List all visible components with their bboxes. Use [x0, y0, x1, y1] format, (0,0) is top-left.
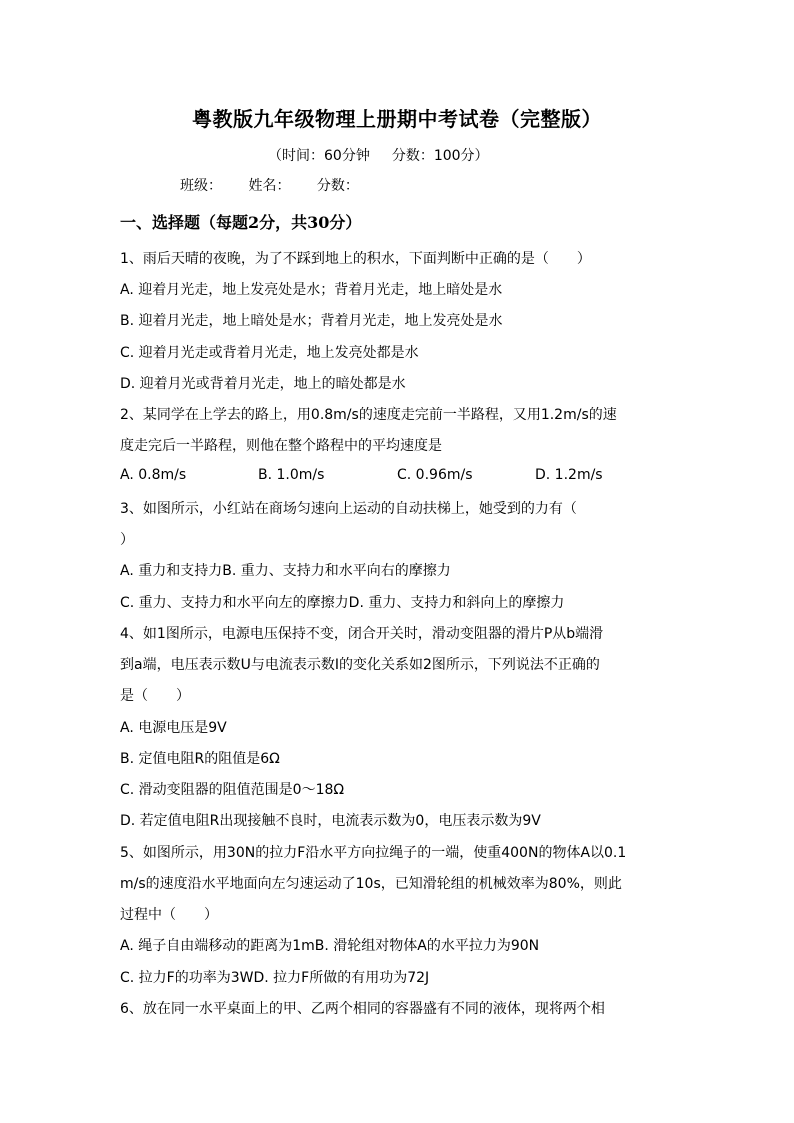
question-line: 4、如1图所示，电源电压保持不变，闭合开关时，滑动变阻器的滑片P从b端滑	[120, 626, 604, 642]
option-a: A. 0.8m/s	[120, 467, 187, 483]
student-info-line	[180, 175, 381, 195]
question-line: 5、如图所示，用30N的拉力F沿水平方向拉绳子的一端，使重400N的物体A以0.1	[120, 845, 627, 861]
score-label: 分数：	[316, 178, 359, 194]
option-line: C. 重力、支持力和水平向左的摩擦力D. 重力、支持力和斜向上的摩擦力	[120, 595, 565, 611]
option-line: C. 拉力F的功率为3WD. 拉力F所做的有用功为72J	[120, 970, 430, 986]
option-line: D. 迎着月光或背着月光走，地上的暗处都是水	[120, 376, 406, 392]
option-b: B. 1.0m/s	[258, 467, 325, 483]
question-line: 过程中（ ）	[120, 907, 218, 923]
option-line: D. 若定值电阻R出现接触不良时，电流表示数为0，电压表示数为9V	[120, 813, 541, 829]
time-limit: （时间：60分钟	[268, 148, 370, 164]
option-line: C. 迎着月光走或背着月光走，地上发亮处都是水	[120, 345, 419, 361]
option-d: D. 1.2m/s	[535, 467, 603, 483]
option-line: B. 定值电阻R的阻值是6Ω	[120, 751, 280, 767]
question-line: m/s的速度沿水平地面向左匀速运动了10s，已知滑轮组的机械效率为80%，则此	[120, 876, 622, 892]
total-score: 分数：100分）	[391, 148, 489, 164]
question-line: ）	[120, 532, 134, 548]
question-line: 度走完后一半路程，则他在整个路程中的平均速度是	[120, 438, 442, 454]
question-line: 到a端，电压表示数U与电流表示数I的变化关系如2图所示，下列说法不正确的	[120, 657, 600, 673]
question-line: 6、放在同一水平桌面上的甲、乙两个相同的容器盛有不同的液体，现将两个相	[120, 1001, 605, 1017]
option-line: A. 电源电压是9V	[120, 720, 227, 736]
option-line: A. 迎着月光走，地上发亮处是水；背着月光走，地上暗处是水	[120, 282, 503, 298]
option-line: A. 重力和支持力B. 重力、支持力和水平向右的摩擦力	[120, 563, 451, 579]
question-line: 2、某同学在上学去的路上，用0.8m/s的速度走完前一半路程，又用1.2m/s的速	[120, 407, 617, 423]
question-line: 是（ ）	[120, 688, 190, 704]
question-line: 1、雨后天晴的夜晚，为了不踩到地上的积水，下面判断中正确的是（ ）	[120, 251, 591, 267]
option-c: C. 0.96m/s	[397, 467, 473, 483]
exam-subtitle	[268, 145, 489, 165]
section-heading: 一、选择题（每题2分，共30分）	[120, 213, 362, 232]
name-label: 姓名：	[248, 178, 291, 194]
page-title: 粤教版九年级物理上册期中考试卷（完整版）	[192, 107, 602, 131]
option-line: C. 滑动变阻器的阻值范围是0～18Ω	[120, 782, 345, 798]
question-line: 3、如图所示，小红站在商场匀速向上运动的自动扶梯上，她受到的力有（	[120, 501, 577, 517]
option-line: B. 迎着月光走，地上暗处是水；背着月光走，地上发亮处是水	[120, 313, 503, 329]
class-label: 班级：	[180, 178, 222, 194]
option-line: A. 绳子自由端移动的距离为1mB. 滑轮组对物体A的水平拉力为90N	[120, 938, 540, 954]
